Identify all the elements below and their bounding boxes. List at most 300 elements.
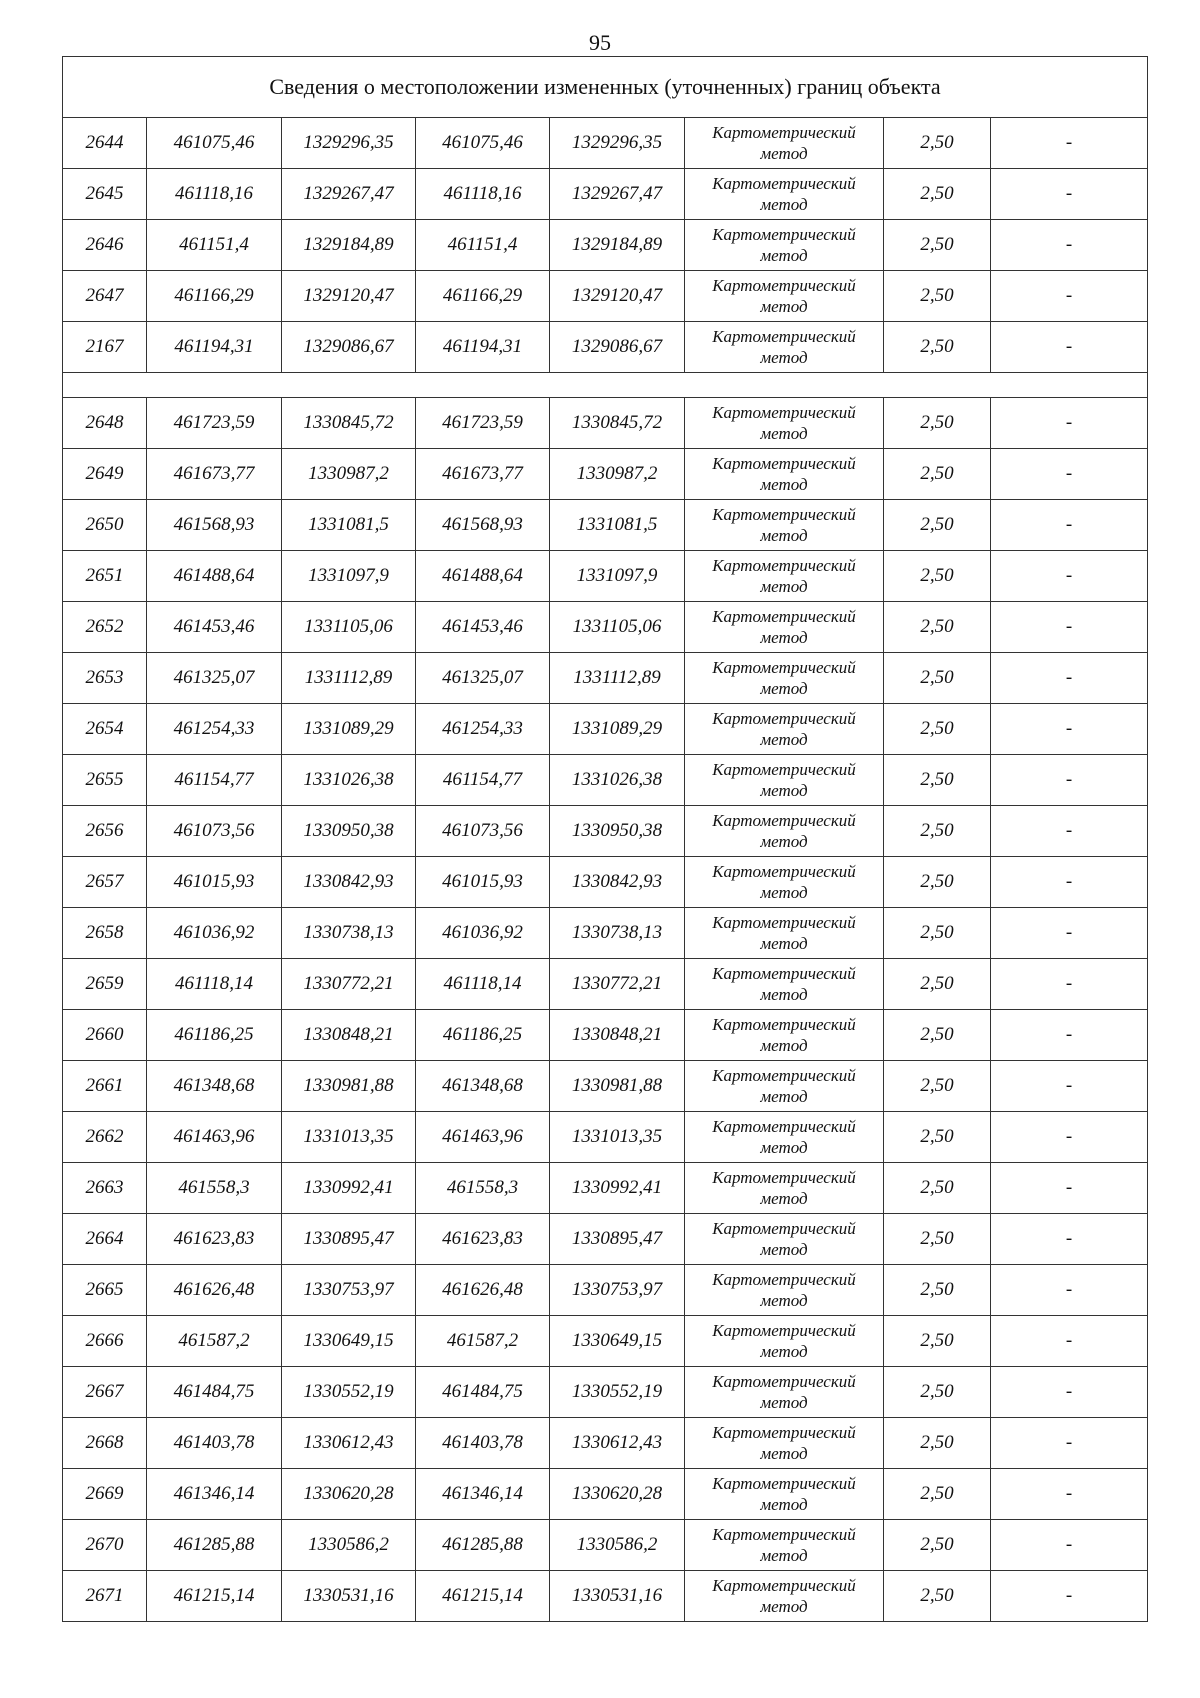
method-line-2: метод [760,781,808,800]
description-cell: - [991,551,1148,602]
existing-y-cell: 1330620,28 [282,1469,416,1520]
accuracy-cell: 2,50 [884,653,991,704]
method-line-1: Картометрический [712,1066,856,1085]
point-number-cell: 2664 [63,1214,147,1265]
accuracy-cell: 2,50 [884,806,991,857]
point-number-cell: 2670 [63,1520,147,1571]
accuracy-cell: 2,50 [884,1112,991,1163]
existing-x-cell: 461118,16 [147,169,282,220]
method-line-2: метод [760,832,808,851]
existing-y-cell: 1330531,16 [282,1571,416,1622]
table-row [63,653,1148,704]
description-cell: - [991,118,1148,169]
method-cell [685,1112,884,1163]
method-line-2: метод [760,985,808,1004]
method-cell [685,551,884,602]
refined-y-cell: 1330950,38 [550,806,685,857]
table-row [63,959,1148,1010]
accuracy-cell: 2,50 [884,169,991,220]
accuracy-cell: 2,50 [884,551,991,602]
accuracy-cell: 2,50 [884,398,991,449]
description-cell: - [991,1316,1148,1367]
table-row [63,449,1148,500]
table-row [63,1163,1148,1214]
method-line-2: метод [760,883,808,902]
existing-x-cell: 461623,83 [147,1214,282,1265]
method-cell [685,1367,884,1418]
table-row [63,1316,1148,1367]
existing-y-cell: 1330649,15 [282,1316,416,1367]
method-line-1: Картометрический [712,913,856,932]
method-cell [685,1571,884,1622]
table-title-row [63,57,1148,118]
refined-y-cell: 1330649,15 [550,1316,685,1367]
refined-y-cell: 1330612,43 [550,1418,685,1469]
method-line-2: метод [760,730,808,749]
refined-x-cell: 461453,46 [416,602,550,653]
method-line-2: метод [760,246,808,265]
point-number-cell: 2661 [63,1061,147,1112]
refined-x-cell: 461723,59 [416,398,550,449]
refined-x-cell: 461194,31 [416,322,550,373]
description-cell: - [991,1265,1148,1316]
description-cell: - [991,704,1148,755]
existing-x-cell: 461453,46 [147,602,282,653]
description-cell: - [991,653,1148,704]
existing-x-cell: 461626,48 [147,1265,282,1316]
method-line-1: Картометрический [712,1321,856,1340]
accuracy-cell: 2,50 [884,1265,991,1316]
existing-x-cell: 461254,33 [147,704,282,755]
point-number-cell: 2658 [63,908,147,959]
refined-y-cell: 1329184,89 [550,220,685,271]
description-cell: - [991,169,1148,220]
refined-x-cell: 461254,33 [416,704,550,755]
table-title: Сведения о местоположении измененных (уточненных) границ объекта [63,57,1148,118]
refined-y-cell: 1329296,35 [550,118,685,169]
existing-x-cell: 461346,14 [147,1469,282,1520]
table-row [63,551,1148,602]
refined-y-cell: 1330772,21 [550,959,685,1010]
description-cell: - [991,500,1148,551]
refined-y-cell: 1330620,28 [550,1469,685,1520]
existing-y-cell: 1331105,06 [282,602,416,653]
refined-y-cell: 1330981,88 [550,1061,685,1112]
refined-x-cell: 461623,83 [416,1214,550,1265]
existing-x-cell: 461403,78 [147,1418,282,1469]
refined-x-cell: 461151,4 [416,220,550,271]
existing-y-cell: 1331112,89 [282,653,416,704]
existing-y-cell: 1330586,2 [282,1520,416,1571]
point-number-cell: 2652 [63,602,147,653]
point-number-cell: 2667 [63,1367,147,1418]
method-line-2: метод [760,144,808,163]
method-line-2: метод [760,424,808,443]
accuracy-cell: 2,50 [884,449,991,500]
description-cell: - [991,220,1148,271]
description-cell: - [991,857,1148,908]
method-line-1: Картометрический [712,607,856,626]
method-cell [685,1265,884,1316]
refined-x-cell: 461488,64 [416,551,550,602]
method-line-1: Картометрический [712,658,856,677]
refined-x-cell: 461587,2 [416,1316,550,1367]
table-row [63,1367,1148,1418]
existing-x-cell: 461186,25 [147,1010,282,1061]
accuracy-cell: 2,50 [884,118,991,169]
accuracy-cell: 2,50 [884,1163,991,1214]
refined-x-cell: 461118,14 [416,959,550,1010]
method-cell [685,704,884,755]
table-row [63,755,1148,806]
method-line-2: метод [760,1444,808,1463]
method-line-2: метод [760,348,808,367]
method-line-2: метод [760,628,808,647]
method-line-2: метод [760,1240,808,1259]
refined-y-cell: 1331026,38 [550,755,685,806]
point-number-cell: 2649 [63,449,147,500]
method-line-2: метод [760,526,808,545]
description-cell: - [991,1571,1148,1622]
existing-y-cell: 1329296,35 [282,118,416,169]
refined-y-cell: 1331097,9 [550,551,685,602]
existing-y-cell: 1330753,97 [282,1265,416,1316]
refined-y-cell: 1331013,35 [550,1112,685,1163]
existing-y-cell: 1331089,29 [282,704,416,755]
description-cell: - [991,602,1148,653]
point-number-cell: 2650 [63,500,147,551]
existing-x-cell: 461166,29 [147,271,282,322]
accuracy-cell: 2,50 [884,1469,991,1520]
point-number-cell: 2657 [63,857,147,908]
table-row [63,1265,1148,1316]
method-line-1: Картометрический [712,174,856,193]
existing-y-cell: 1330738,13 [282,908,416,959]
point-number-cell: 2648 [63,398,147,449]
table-row [63,806,1148,857]
refined-x-cell: 461166,29 [416,271,550,322]
existing-y-cell: 1330950,38 [282,806,416,857]
description-cell: - [991,959,1148,1010]
method-cell [685,1061,884,1112]
method-cell [685,806,884,857]
existing-y-cell: 1330987,2 [282,449,416,500]
point-number-cell: 2651 [63,551,147,602]
method-line-1: Картометрический [712,1270,856,1289]
method-line-1: Картометрический [712,1474,856,1493]
table-row [63,1571,1148,1622]
method-line-1: Картометрический [712,964,856,983]
method-line-2: метод [760,679,808,698]
existing-y-cell: 1330612,43 [282,1418,416,1469]
point-number-cell: 2653 [63,653,147,704]
existing-x-cell: 461036,92 [147,908,282,959]
accuracy-cell: 2,50 [884,602,991,653]
existing-y-cell: 1330992,41 [282,1163,416,1214]
method-cell [685,500,884,551]
accuracy-cell: 2,50 [884,500,991,551]
point-number-cell: 2662 [63,1112,147,1163]
point-number-cell: 2666 [63,1316,147,1367]
method-cell [685,1418,884,1469]
table-row [63,1469,1148,1520]
table-row [63,220,1148,271]
accuracy-cell: 2,50 [884,857,991,908]
accuracy-cell: 2,50 [884,704,991,755]
refined-x-cell: 461073,56 [416,806,550,857]
refined-y-cell: 1331112,89 [550,653,685,704]
method-line-1: Картометрический [712,1576,856,1595]
table-row [63,322,1148,373]
existing-x-cell: 461194,31 [147,322,282,373]
table-row [63,169,1148,220]
method-line-1: Картометрический [712,811,856,830]
method-cell [685,959,884,1010]
existing-x-cell: 461154,77 [147,755,282,806]
method-cell [685,322,884,373]
description-cell: - [991,908,1148,959]
method-line-2: метод [760,1393,808,1412]
point-number-cell: 2167 [63,322,147,373]
description-cell: - [991,271,1148,322]
refined-y-cell: 1330895,47 [550,1214,685,1265]
method-cell [685,398,884,449]
refined-x-cell: 461558,3 [416,1163,550,1214]
description-cell: - [991,449,1148,500]
method-line-2: метод [760,297,808,316]
accuracy-cell: 2,50 [884,271,991,322]
point-number-cell: 2656 [63,806,147,857]
refined-x-cell: 461348,68 [416,1061,550,1112]
accuracy-cell: 2,50 [884,1520,991,1571]
refined-x-cell: 461154,77 [416,755,550,806]
accuracy-cell: 2,50 [884,908,991,959]
existing-y-cell: 1330842,93 [282,857,416,908]
refined-x-cell: 461403,78 [416,1418,550,1469]
existing-x-cell: 461484,75 [147,1367,282,1418]
accuracy-cell: 2,50 [884,1418,991,1469]
refined-x-cell: 461673,77 [416,449,550,500]
existing-y-cell: 1329184,89 [282,220,416,271]
existing-x-cell: 461151,4 [147,220,282,271]
existing-y-cell: 1330981,88 [282,1061,416,1112]
method-line-2: метод [760,577,808,596]
description-cell: - [991,1214,1148,1265]
method-line-2: метод [760,1189,808,1208]
description-cell: - [991,1112,1148,1163]
table-row [63,1010,1148,1061]
existing-y-cell: 1330845,72 [282,398,416,449]
method-cell [685,1316,884,1367]
existing-x-cell: 461488,64 [147,551,282,602]
existing-y-cell: 1330848,21 [282,1010,416,1061]
existing-y-cell: 1329267,47 [282,169,416,220]
refined-y-cell: 1330586,2 [550,1520,685,1571]
method-line-1: Картометрический [712,1168,856,1187]
method-line-2: метод [760,1597,808,1616]
description-cell: - [991,1163,1148,1214]
existing-x-cell: 461015,93 [147,857,282,908]
page-number: 95 [589,30,611,55]
point-number-cell: 2645 [63,169,147,220]
existing-y-cell: 1331026,38 [282,755,416,806]
contour-separator-cell [63,373,1148,398]
refined-y-cell: 1331089,29 [550,704,685,755]
table-row [63,1418,1148,1469]
accuracy-cell: 2,50 [884,959,991,1010]
description-cell: - [991,1469,1148,1520]
refined-x-cell: 461285,88 [416,1520,550,1571]
point-number-cell: 2663 [63,1163,147,1214]
method-line-1: Картометрический [712,454,856,473]
existing-y-cell: 1330552,19 [282,1367,416,1418]
point-number-cell: 2660 [63,1010,147,1061]
existing-y-cell: 1331081,5 [282,500,416,551]
refined-x-cell: 461118,16 [416,169,550,220]
method-line-1: Картометрический [712,225,856,244]
description-cell: - [991,755,1148,806]
accuracy-cell: 2,50 [884,755,991,806]
point-number-cell: 2668 [63,1418,147,1469]
existing-x-cell: 461568,93 [147,500,282,551]
refined-x-cell: 461325,07 [416,653,550,704]
method-cell [685,1010,884,1061]
method-line-1: Картометрический [712,1219,856,1238]
accuracy-cell: 2,50 [884,1367,991,1418]
accuracy-cell: 2,50 [884,1571,991,1622]
existing-x-cell: 461118,14 [147,959,282,1010]
method-cell [685,1469,884,1520]
method-line-2: метод [760,1138,808,1157]
description-cell: - [991,1367,1148,1418]
method-cell [685,755,884,806]
method-cell [685,118,884,169]
refined-y-cell: 1329267,47 [550,169,685,220]
point-number-cell: 2644 [63,118,147,169]
method-cell [685,1520,884,1571]
existing-x-cell: 461075,46 [147,118,282,169]
contour-separator-row [63,373,1148,398]
table-row [63,602,1148,653]
accuracy-cell: 2,50 [884,1061,991,1112]
refined-x-cell: 461215,14 [416,1571,550,1622]
existing-x-cell: 461348,68 [147,1061,282,1112]
refined-x-cell: 461626,48 [416,1265,550,1316]
existing-x-cell: 461587,2 [147,1316,282,1367]
table-row [63,1520,1148,1571]
method-line-2: метод [760,1087,808,1106]
refined-y-cell: 1330842,93 [550,857,685,908]
table-row [63,398,1148,449]
accuracy-cell: 2,50 [884,1316,991,1367]
existing-x-cell: 461463,96 [147,1112,282,1163]
refined-x-cell: 461036,92 [416,908,550,959]
method-cell [685,220,884,271]
existing-x-cell: 461558,3 [147,1163,282,1214]
description-cell: - [991,1418,1148,1469]
method-line-1: Картометрический [712,403,856,422]
point-number-cell: 2671 [63,1571,147,1622]
point-number-cell: 2659 [63,959,147,1010]
method-line-1: Картометрический [712,327,856,346]
refined-x-cell: 461015,93 [416,857,550,908]
method-line-1: Картометрический [712,709,856,728]
existing-y-cell: 1329086,67 [282,322,416,373]
method-line-1: Картометрический [712,1423,856,1442]
table-row [63,1061,1148,1112]
boundary-coordinates-table [62,56,1148,1622]
existing-y-cell: 1331013,35 [282,1112,416,1163]
method-line-2: метод [760,1546,808,1565]
description-cell: - [991,1520,1148,1571]
method-line-2: метод [760,475,808,494]
method-line-1: Картометрический [712,1525,856,1544]
existing-x-cell: 461073,56 [147,806,282,857]
existing-y-cell: 1330895,47 [282,1214,416,1265]
method-line-1: Картометрический [712,1015,856,1034]
description-cell: - [991,1061,1148,1112]
point-number-cell: 2647 [63,271,147,322]
existing-x-cell: 461285,88 [147,1520,282,1571]
point-number-cell: 2669 [63,1469,147,1520]
method-line-2: метод [760,1342,808,1361]
method-cell [685,857,884,908]
method-line-1: Картометрический [712,760,856,779]
method-cell [685,449,884,500]
method-line-1: Картометрический [712,1372,856,1391]
method-line-1: Картометрический [712,862,856,881]
method-cell [685,1214,884,1265]
method-line-1: Картометрический [712,123,856,142]
refined-x-cell: 461346,14 [416,1469,550,1520]
method-line-1: Картометрический [712,556,856,575]
existing-x-cell: 461723,59 [147,398,282,449]
description-cell: - [991,322,1148,373]
refined-x-cell: 461568,93 [416,500,550,551]
refined-y-cell: 1330987,2 [550,449,685,500]
method-cell [685,169,884,220]
accuracy-cell: 2,50 [884,1010,991,1061]
existing-y-cell: 1330772,21 [282,959,416,1010]
table-row [63,1214,1148,1265]
table-row [63,118,1148,169]
method-line-2: метод [760,195,808,214]
accuracy-cell: 2,50 [884,220,991,271]
method-line-2: метод [760,1036,808,1055]
point-number-cell: 2665 [63,1265,147,1316]
method-line-1: Картометрический [712,505,856,524]
accuracy-cell: 2,50 [884,1214,991,1265]
existing-y-cell: 1329120,47 [282,271,416,322]
method-line-2: метод [760,1495,808,1514]
refined-y-cell: 1331081,5 [550,500,685,551]
refined-y-cell: 1330552,19 [550,1367,685,1418]
refined-y-cell: 1330738,13 [550,908,685,959]
point-number-cell: 2655 [63,755,147,806]
method-line-1: Картометрический [712,1117,856,1136]
accuracy-cell: 2,50 [884,322,991,373]
point-number-cell: 2646 [63,220,147,271]
refined-y-cell: 1330845,72 [550,398,685,449]
refined-y-cell: 1329086,67 [550,322,685,373]
refined-y-cell: 1331105,06 [550,602,685,653]
method-cell [685,271,884,322]
table-row [63,857,1148,908]
table-row [63,908,1148,959]
table-row [63,704,1148,755]
table-row [63,271,1148,322]
method-cell [685,1163,884,1214]
